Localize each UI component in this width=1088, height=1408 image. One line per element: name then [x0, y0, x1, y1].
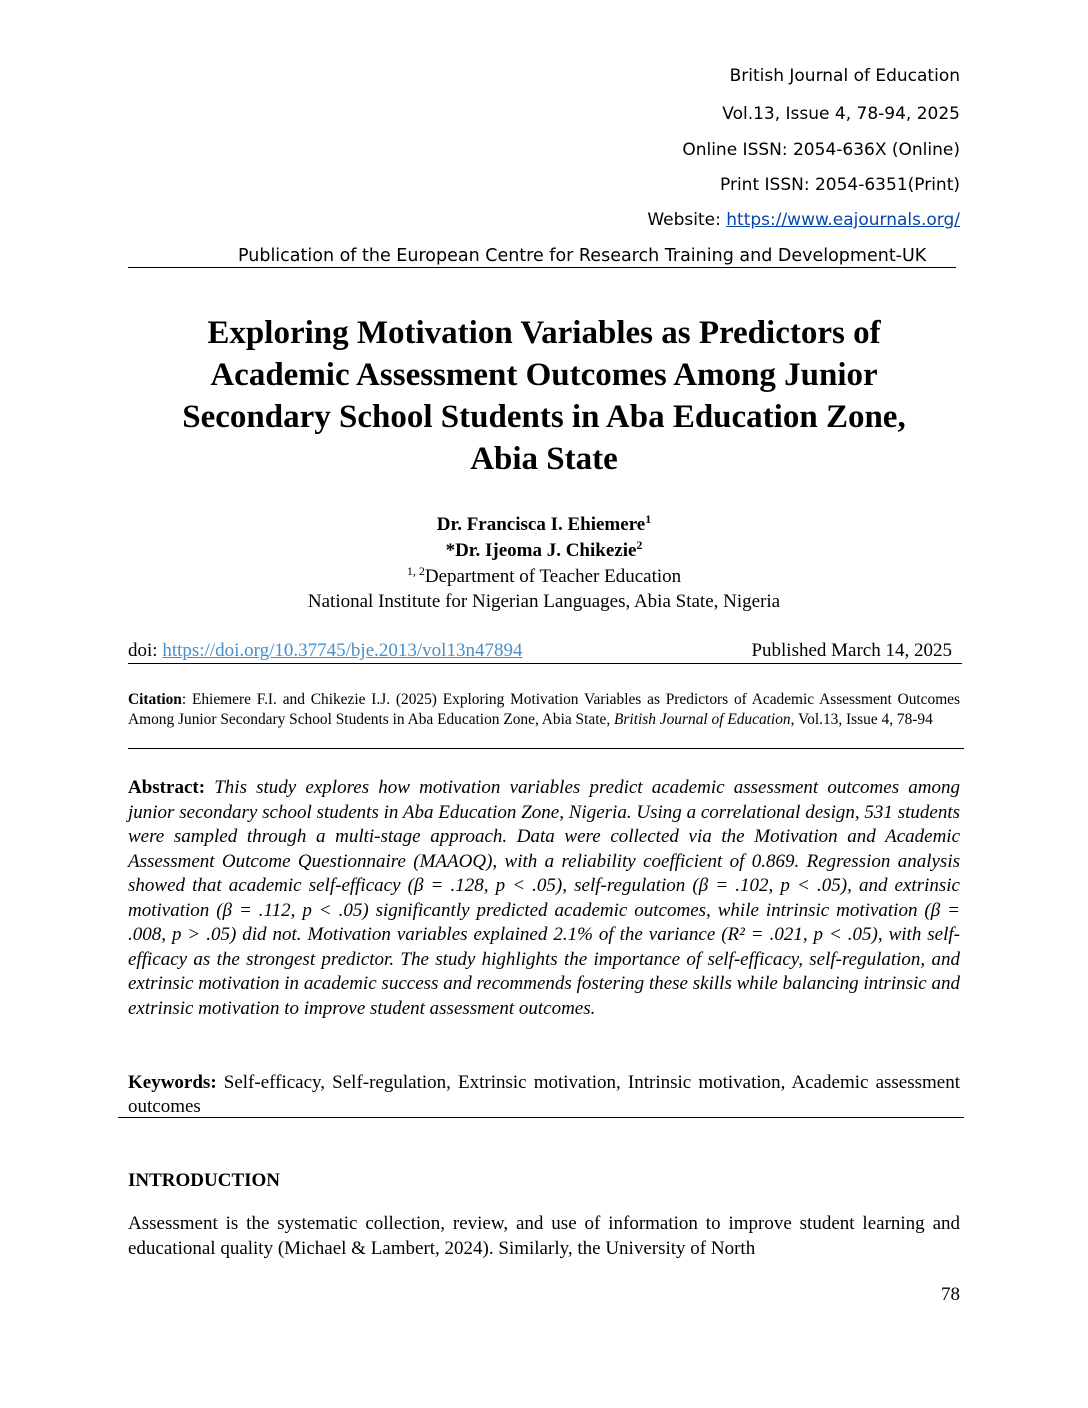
department-line [128, 566, 960, 588]
header-divider [128, 267, 956, 268]
abstract [128, 776, 960, 1021]
author-2-sup: 2 [636, 538, 643, 552]
keywords-text: Self-efficacy, Self-regulation, Extrinsic motivation, Intrinsic motivation, Academic assessment outcomes [128, 1072, 961, 1117]
website-link[interactable]: https://www.eajournals.org/ [726, 210, 960, 230]
citation-divider [128, 748, 964, 749]
keywords-divider [118, 1117, 964, 1118]
title-line: Exploring Motivation Variables as Predictors of [207, 315, 881, 351]
online-issn: Online ISSN: 2054-636X (Online) [682, 140, 960, 160]
journal-name: British Journal of Education [729, 66, 960, 86]
page-number: 78 [941, 1284, 960, 1305]
paper-title [128, 312, 960, 480]
publisher-line: Publication of the European Centre for Research Training and Development-UK [238, 246, 927, 266]
doi-link[interactable]: https://doi.org/10.37745/bje.2013/vol13n47894 [162, 640, 523, 661]
volume-info: Vol.13, Issue 4, 78-94, 2025 [722, 104, 960, 124]
keywords-label: Keywords: [128, 1072, 217, 1093]
citation-tail: , Vol.13, Issue 4, 78-94 [790, 710, 933, 728]
citation-journal: British Journal of Education [614, 710, 791, 728]
department: Department of Teacher Education [424, 566, 682, 587]
citation-text: : Ehiemere F.I. and Chikezie I.J. (2025) Exploring Motivation Variables as Predictors of Academic Assessment Outcomes Among Junior Secondary School Students in Aba Education Zone, Abia State, [128, 691, 960, 728]
author-1-sup: 1 [645, 512, 652, 526]
institution: National Institute for Nigerian Languages, Abia State, Nigeria [307, 591, 781, 612]
citation [128, 690, 960, 729]
author-2 [128, 540, 960, 562]
keywords [128, 1071, 960, 1119]
introduction-text: Assessment is the systematic collection, review, and use of information to improve student learning and educational quality (Michael & Lambert, 2024). Similarly, the University of North [128, 1213, 960, 1259]
website-line [647, 210, 960, 230]
author-1 [128, 514, 960, 536]
introduction-heading: INTRODUCTION [128, 1170, 281, 1191]
title-line: Academic Assessment Outcomes Among Junior [210, 357, 878, 393]
doi-label: doi: [128, 640, 163, 661]
author-1-name: Dr. Francisca I. Ehiemere [436, 514, 646, 535]
print-issn: Print ISSN: 2054-6351(Print) [720, 175, 960, 195]
title-line: Secondary School Students in Aba Education Zone, [182, 399, 906, 435]
title-line: Abia State [470, 441, 618, 477]
citation-label: Citation [128, 691, 182, 708]
affiliation-sup: 1, 2 [406, 564, 425, 578]
published-date: Published March 14, 2025 [751, 640, 952, 661]
doi-line [128, 640, 522, 662]
doi-divider [128, 663, 962, 664]
author-2-name: *Dr. Ijeoma J. Chikezie [445, 540, 637, 561]
abstract-text: This study explores how motivation variables predict academic assessment outcomes among junior secondary school students in Aba Education Zone, Nigeria. Using a correlational design, 531 students were sampled through a multi-stage approach. Data were collected via the Motivation and Academic Assessment Outcome Questionnaire (MAAOQ), with a reliability coefficient of 0.869. Regression analysis showed that academic self-efficacy (β = .128, p < .05), self-regulation (β = .102, p < .05), and extrinsic motivation (β = .112, p < .05) significantly predicted academic outcomes, while intrinsic motivation (β = .008, p > .05) did not. Motivation variables explained 2.1% of the variance (R² = .021, p < .05), with self-efficacy as the strongest predictor. The study highlights the importance of self-efficacy, self-regulation, and extrinsic motivation in academic success and recommends fostering these skills while balancing intrinsic and extrinsic motivation to improve student assessment outcomes. [128, 777, 961, 1019]
website-label: Website: [647, 210, 727, 230]
abstract-label: Abstract: [128, 777, 206, 798]
